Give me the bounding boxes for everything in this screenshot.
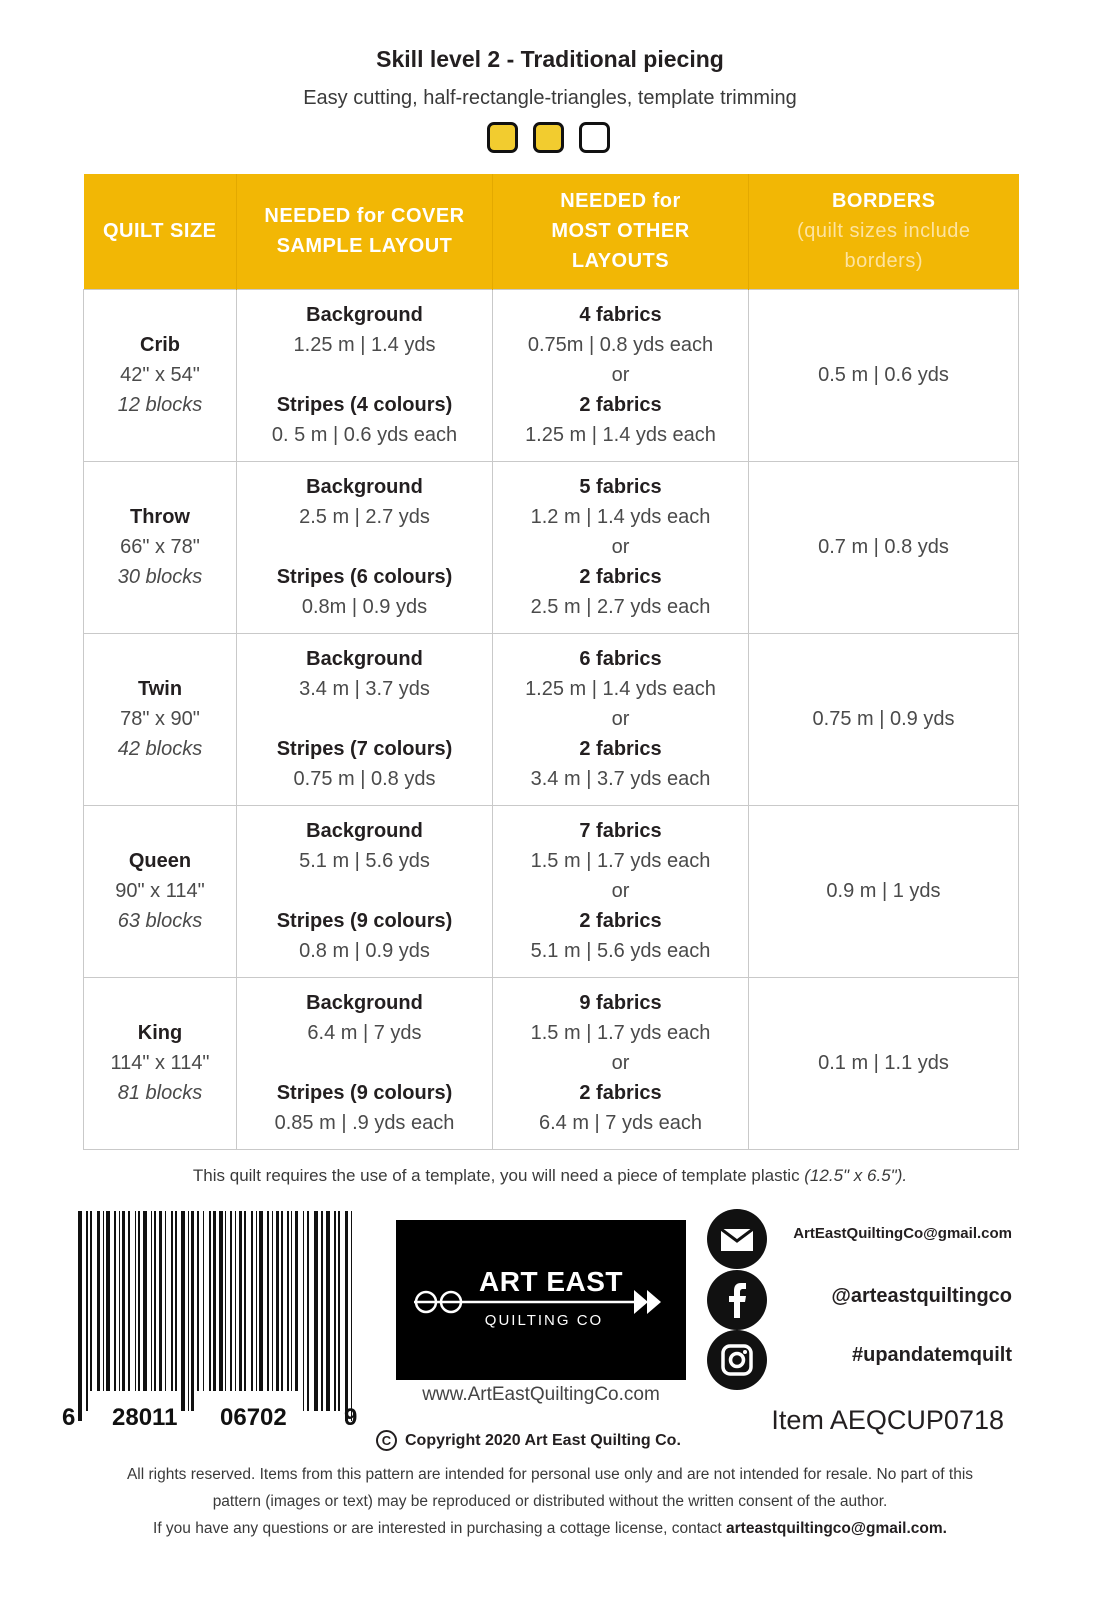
- table-row: [84, 289, 1019, 461]
- size-blocks: 81 blocks: [117, 1082, 203, 1104]
- size-dimensions: 90" x 114": [115, 880, 205, 902]
- option2-amount: 5.1 m | 5.6 yds each: [530, 940, 711, 962]
- arrow-logo-icon: [396, 1220, 686, 1380]
- table-row: [84, 461, 1019, 633]
- barcode-bar: [203, 1211, 204, 1411]
- barcode-bar: [321, 1211, 323, 1411]
- size-cell: [84, 633, 237, 805]
- other-cell: [493, 633, 749, 805]
- option2-label: 2 fabrics: [579, 566, 662, 588]
- barcode-bar: [86, 1211, 88, 1411]
- option1-label: 4 fabrics: [579, 304, 662, 326]
- template-note-size: (12.5" x 6.5").: [804, 1166, 908, 1185]
- option1-amount: 0.75m | 0.8 yds each: [527, 334, 714, 356]
- table-row: [84, 633, 1019, 805]
- barcode-bar: [267, 1211, 269, 1411]
- background-amount: 5.1 m | 5.6 yds: [299, 850, 430, 872]
- option1-amount: 1.25 m | 1.4 yds each: [525, 678, 716, 700]
- stripes-amount: 0.8 m | 0.9 yds: [299, 940, 430, 962]
- barcode-bar: [135, 1211, 136, 1411]
- footer-line-3-text: If you have any questions or are interested in purchasing a cottage license, contact: [153, 1520, 727, 1537]
- website-link[interactable]: www.ArtEastQuiltingCo.com: [422, 1384, 660, 1405]
- barcode-digit-first: 6: [62, 1404, 76, 1431]
- barcode-bar: [97, 1211, 100, 1411]
- stripes-label: Stripes (6 colours): [276, 566, 453, 588]
- background-label: Background: [306, 992, 423, 1014]
- cover-cell: [237, 805, 493, 977]
- size-name: Twin: [137, 678, 183, 700]
- barcode-bar: [209, 1211, 211, 1421]
- footer-contact-email[interactable]: arteastquiltingco@gmail.com.: [726, 1520, 947, 1537]
- barcode-bar: [244, 1211, 246, 1411]
- skill-box-1: [487, 122, 518, 153]
- stripes-label: Stripes (9 colours): [276, 1082, 453, 1104]
- size-cell: [84, 289, 237, 461]
- barcode-bar: [181, 1211, 185, 1411]
- option2-label: 2 fabrics: [579, 910, 662, 932]
- size-dimensions: 42" x 54": [120, 364, 200, 386]
- size-cell: [84, 805, 237, 977]
- option1-amount: 1.2 m | 1.4 yds each: [530, 506, 711, 528]
- instagram-icon[interactable]: [707, 1330, 767, 1390]
- or-text: or: [611, 708, 630, 730]
- stripes-amount: 0.75 m | 0.8 yds: [293, 768, 436, 790]
- background-amount: 2.5 m | 2.7 yds: [299, 506, 430, 528]
- header-borders-hint: (quilt sizes include borders): [797, 220, 971, 273]
- barcode-bar: [191, 1211, 194, 1411]
- barcode-bar: [213, 1211, 216, 1421]
- option1-label: 5 fabrics: [579, 476, 662, 498]
- barcode-bar: [171, 1211, 173, 1411]
- stripes-label: Stripes (4 colours): [276, 394, 453, 416]
- option2-label: 2 fabrics: [579, 738, 662, 760]
- contact-email[interactable]: ArtEastQuiltingCo@gmail.com: [793, 1225, 1012, 1242]
- barcode-bar: [225, 1211, 226, 1411]
- size-dimensions: 78" x 90": [120, 708, 200, 730]
- barcode-digit-last: 9: [344, 1404, 358, 1431]
- barcode-bar: [281, 1211, 283, 1411]
- option2-amount: 1.25 m | 1.4 yds each: [525, 424, 716, 446]
- barcode-bar: [78, 1211, 82, 1421]
- background-label: Background: [306, 476, 423, 498]
- barcode-bar: [291, 1211, 292, 1411]
- stripes-label: Stripes (7 colours): [276, 738, 453, 760]
- template-note-text: This quilt requires the use of a template, you will need a piece of template plastic: [192, 1166, 805, 1185]
- background-label: Background: [306, 648, 423, 670]
- background-amount: 1.25 m | 1.4 yds: [293, 334, 436, 356]
- mail-icon[interactable]: [707, 1209, 767, 1269]
- barcode-bar: [338, 1211, 340, 1411]
- background-label: Background: [306, 304, 423, 326]
- other-cell: [493, 461, 749, 633]
- barcode-bar: [303, 1211, 304, 1411]
- stripes-amount: 0. 5 m | 0.6 yds each: [271, 424, 458, 446]
- or-text: or: [611, 880, 630, 902]
- size-name: King: [137, 1022, 183, 1044]
- size-cell: [84, 461, 237, 633]
- option2-label: 2 fabrics: [579, 394, 662, 416]
- table-row: [84, 977, 1019, 1149]
- barcode: [62, 1211, 367, 1441]
- barcode-bar: [326, 1211, 330, 1411]
- cover-cell: [237, 461, 493, 633]
- background-amount: 3.4 m | 3.7 yds: [299, 678, 430, 700]
- barcode-bar: [230, 1211, 232, 1411]
- barcode-bar: [239, 1211, 242, 1411]
- stripes-amount: 0.85 m | .9 yds each: [274, 1112, 455, 1134]
- footer-line-1: All rights reserved. Items from this pattern are intended for personal use only and are not intended for resale. No part of this: [126, 1466, 974, 1483]
- option2-amount: 3.4 m | 3.7 yds each: [530, 768, 711, 790]
- barcode-bar: [138, 1211, 140, 1411]
- stripes-amount: 0.8m | 0.9 yds: [301, 596, 428, 618]
- barcode-bar: [345, 1211, 348, 1421]
- pattern-subtitle: Easy cutting, half-rectangle-triangles, template trimming: [303, 87, 797, 109]
- barcode-bar: [159, 1211, 162, 1411]
- barcode-bar: [106, 1211, 110, 1411]
- background-label: Background: [306, 820, 423, 842]
- barcode-bar: [334, 1211, 336, 1411]
- skill-box-3: [579, 122, 610, 153]
- barcode-bar: [276, 1211, 279, 1411]
- barcode-bar: [90, 1211, 92, 1411]
- table-header-row: [84, 174, 1019, 289]
- item-code: Item AEQCUP0718: [771, 1405, 1004, 1435]
- fabric-requirements-table: [83, 174, 1019, 1150]
- template-note: [0, 1166, 1100, 1186]
- other-cell: [493, 805, 749, 977]
- header-other-layouts: NEEDED for MOST OTHER LAYOUTS: [493, 174, 749, 289]
- border-cell: 0.9 m | 1 yds: [749, 805, 1019, 977]
- barcode-group1: 28011: [112, 1404, 178, 1431]
- barcode-bar: [175, 1211, 177, 1411]
- size-blocks: 42 blocks: [117, 738, 203, 760]
- or-text: or: [611, 536, 630, 558]
- size-name: Queen: [128, 850, 192, 872]
- header-quilt-size: QUILT SIZE: [84, 174, 237, 289]
- barcode-bar: [114, 1211, 116, 1411]
- footer-line-3: [0, 1515, 1100, 1542]
- barcode-bar: [307, 1211, 309, 1411]
- size-dimensions: 114" x 114": [110, 1052, 210, 1074]
- barcode-bar: [256, 1211, 257, 1411]
- footer-legal: [0, 1461, 1100, 1542]
- border-cell: 0.7 m | 0.8 yds: [749, 461, 1019, 633]
- barcode-bar: [122, 1211, 125, 1411]
- barcode-bar: [219, 1211, 223, 1411]
- other-cell: [493, 977, 749, 1149]
- copyright-text: Copyright 2020 Art East Quilting Co.: [405, 1431, 681, 1449]
- header-borders-label: BORDERS: [831, 190, 936, 213]
- barcode-bar: [251, 1211, 253, 1411]
- skill-box-2: [533, 122, 564, 153]
- border-cell: 0.1 m | 1.1 yds: [749, 977, 1019, 1149]
- option2-label: 2 fabrics: [579, 1082, 662, 1104]
- contact-hashtag: #upandatemquilt: [851, 1344, 1012, 1366]
- barcode-group2: 06702: [220, 1404, 287, 1431]
- barcode-bar: [165, 1211, 166, 1411]
- option1-amount: 1.5 m | 1.7 yds each: [530, 850, 711, 872]
- barcode-bar: [143, 1211, 147, 1411]
- barcode-bar: [235, 1211, 236, 1411]
- company-logo: [396, 1220, 686, 1380]
- size-blocks: 30 blocks: [117, 566, 203, 588]
- footer-line-2: pattern (images or text) may be reproduced or distributed without the written consent of the author.: [212, 1493, 888, 1510]
- barcode-bar: [287, 1211, 289, 1411]
- option1-label: 6 fabrics: [579, 648, 662, 670]
- contact-facebook[interactable]: @arteastquiltingco: [831, 1285, 1012, 1307]
- or-text: or: [611, 1052, 630, 1074]
- or-text: or: [611, 364, 630, 386]
- size-blocks: 63 blocks: [117, 910, 203, 932]
- logo-title: ART EAST: [479, 1266, 623, 1297]
- barcode-bar: [154, 1211, 156, 1411]
- option2-amount: 6.4 m | 7 yds each: [538, 1112, 703, 1134]
- header-cover-layout: NEEDED for COVER SAMPLE LAYOUT: [237, 174, 493, 289]
- size-dimensions: 66" x 78": [120, 536, 200, 558]
- background-amount: 6.4 m | 7 yds: [307, 1022, 422, 1044]
- other-cell: [493, 289, 749, 461]
- size-name: Crib: [140, 334, 180, 356]
- barcode-graphic: [62, 1211, 367, 1441]
- barcode-bar: [351, 1211, 352, 1421]
- barcode-bar: [128, 1211, 130, 1411]
- barcode-bar: [188, 1211, 189, 1411]
- option1-label: 9 fabrics: [579, 992, 662, 1014]
- stripes-label: Stripes (9 colours): [276, 910, 453, 932]
- option1-amount: 1.5 m | 1.7 yds each: [530, 1022, 711, 1044]
- logo-subtitle: QUILTING CO: [484, 1312, 604, 1329]
- barcode-bar: [151, 1211, 152, 1411]
- barcode-bar: [103, 1211, 104, 1411]
- size-blocks: 12 blocks: [117, 394, 203, 416]
- barcode-bar: [119, 1211, 120, 1411]
- table-row: [84, 805, 1019, 977]
- copyright-icon: C: [376, 1430, 397, 1451]
- border-cell: 0.5 m | 0.6 yds: [749, 289, 1019, 461]
- size-name: Throw: [130, 506, 190, 528]
- cover-cell: [237, 289, 493, 461]
- option1-label: 7 fabrics: [579, 820, 662, 842]
- barcode-bar: [259, 1211, 263, 1411]
- header-borders: [749, 174, 1019, 289]
- size-cell: [84, 977, 237, 1149]
- copyright-line: [376, 1430, 681, 1451]
- cover-cell: [237, 977, 493, 1149]
- barcode-bar: [197, 1211, 199, 1411]
- facebook-icon[interactable]: [707, 1270, 767, 1330]
- border-cell: 0.75 m | 0.9 yds: [749, 633, 1019, 805]
- barcode-bar: [314, 1211, 318, 1411]
- cover-cell: [237, 633, 493, 805]
- barcode-bar: [295, 1211, 298, 1411]
- barcode-bar: [272, 1211, 273, 1411]
- option2-amount: 2.5 m | 2.7 yds each: [530, 596, 711, 618]
- pattern-title: Skill level 2 - Traditional piecing: [376, 46, 724, 72]
- skill-level-indicator: [487, 122, 610, 153]
